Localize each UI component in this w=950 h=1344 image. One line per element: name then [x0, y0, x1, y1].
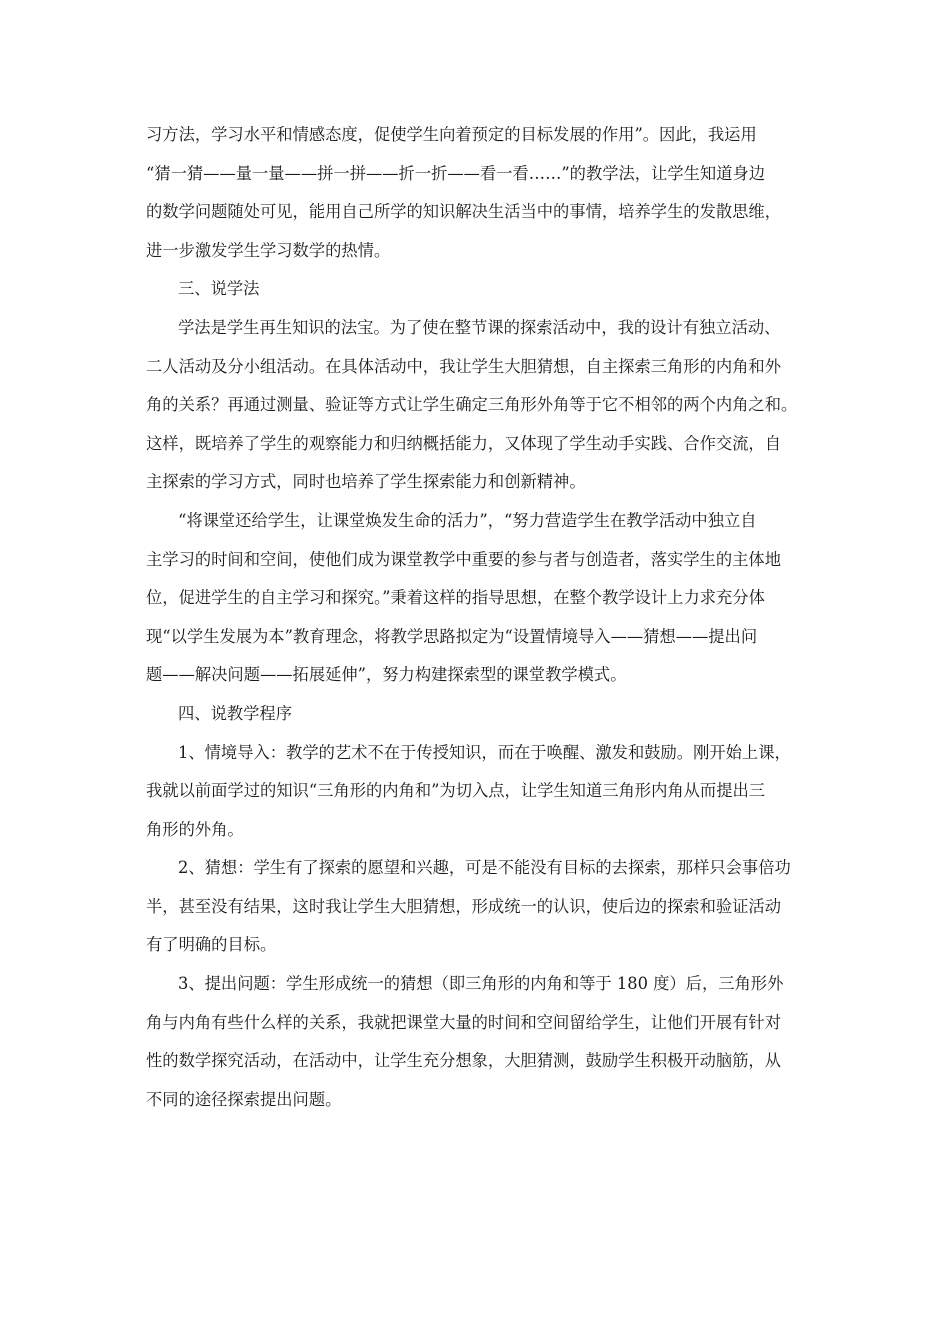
- text-line: 角的关系？再通过测量、验证等方式让学生确定三角形外角等于它不相邻的两个内角之和。: [146, 395, 798, 415]
- text-line: 角与内角有些什么样的关系，我就把课堂大量的时间和空间留给学生，让他们开展有针对: [146, 1012, 781, 1032]
- text-line: 3、提出问题：学生形成统一的猜想（即三角形的内角和等于 180 度）后，三角形外: [178, 974, 784, 994]
- text-line: 习方法，学习水平和情感态度，促使学生向着预定的目标发展的作用”。因此，我运用: [146, 125, 757, 144]
- section-heading: 三、说学法: [178, 279, 260, 299]
- text-line: 二人活动及分小组活动。在具体活动中，我让学生大胆猜想，自主探索三角形的内角和外: [146, 356, 781, 376]
- text-line: 2、猜想：学生有了探索的愿望和兴趣，可是不能没有目标的去探索，那样只会事倍功: [178, 858, 791, 878]
- text-line: 有了明确的目标。: [146, 935, 277, 955]
- text-line: 位，促进学生的自主学习和探究。”秉着这样的指导思想，在整个教学设计上力求充分体: [146, 588, 765, 608]
- section-heading: 四、说教学程序: [178, 703, 292, 723]
- text-line: 主探索的学习方式，同时也培养了学生探索能力和创新精神。: [146, 472, 586, 492]
- text-line: “将课堂还给学生，让课堂焕发生命的活力”，“努力营造学生在教学活动中独立自: [178, 510, 757, 530]
- text-line: 性的数学探究活动，在活动中，让学生充分想象，大胆猜测，鼓励学生积极开动脑筋，从: [146, 1051, 781, 1071]
- text-line: 我就以前面学过的知识“三角形的内角和”为切入点，让学生知道三角形内角从而提出三: [146, 781, 766, 801]
- text-line: 不同的途径探索提出问题。: [146, 1089, 342, 1109]
- document-body: [146, 116, 816, 1119]
- text-line: “猜一猜——量一量——拼一拼——折一折——看一看……”的教学法，让学生知道身边: [146, 163, 766, 183]
- text-line: 主学习的时间和空间，使他们成为课堂教学中重要的参与者与创造者，落实学生的主体地: [146, 549, 781, 569]
- text-line: 现“以学生发展为本”教育理念，将教学思路拟定为“设置情境导入——猜想——提出问: [146, 626, 758, 646]
- text-line: 这样，既培养了学生的观察能力和归纳概括能力，又体现了学生动手实践、合作交流，自: [146, 433, 781, 453]
- text-line: 半，甚至没有结果，这时我让学生大胆猜想，形成统一的认识，使后边的探索和验证活动: [146, 896, 781, 916]
- text-line: 学法是学生再生知识的法宝。为了使在整节课的探索活动中，我的设计有独立活动、: [178, 317, 781, 337]
- text-line: 题——解决问题——拓展延伸”，努力构建探索型的课堂教学模式。: [146, 665, 627, 685]
- text-line: 1、情境导入：教学的艺术不在于传授知识，而在于唤醒、激发和鼓励。刚开始上课，: [178, 742, 791, 762]
- text-line: 角形的外角。: [146, 819, 244, 839]
- text-line: 的数学问题随处可见，能用自己所学的知识解决生活当中的事情，培养学生的发散思维，: [146, 202, 781, 222]
- text-line: 进一步激发学生学习数学的热情。: [146, 240, 391, 260]
